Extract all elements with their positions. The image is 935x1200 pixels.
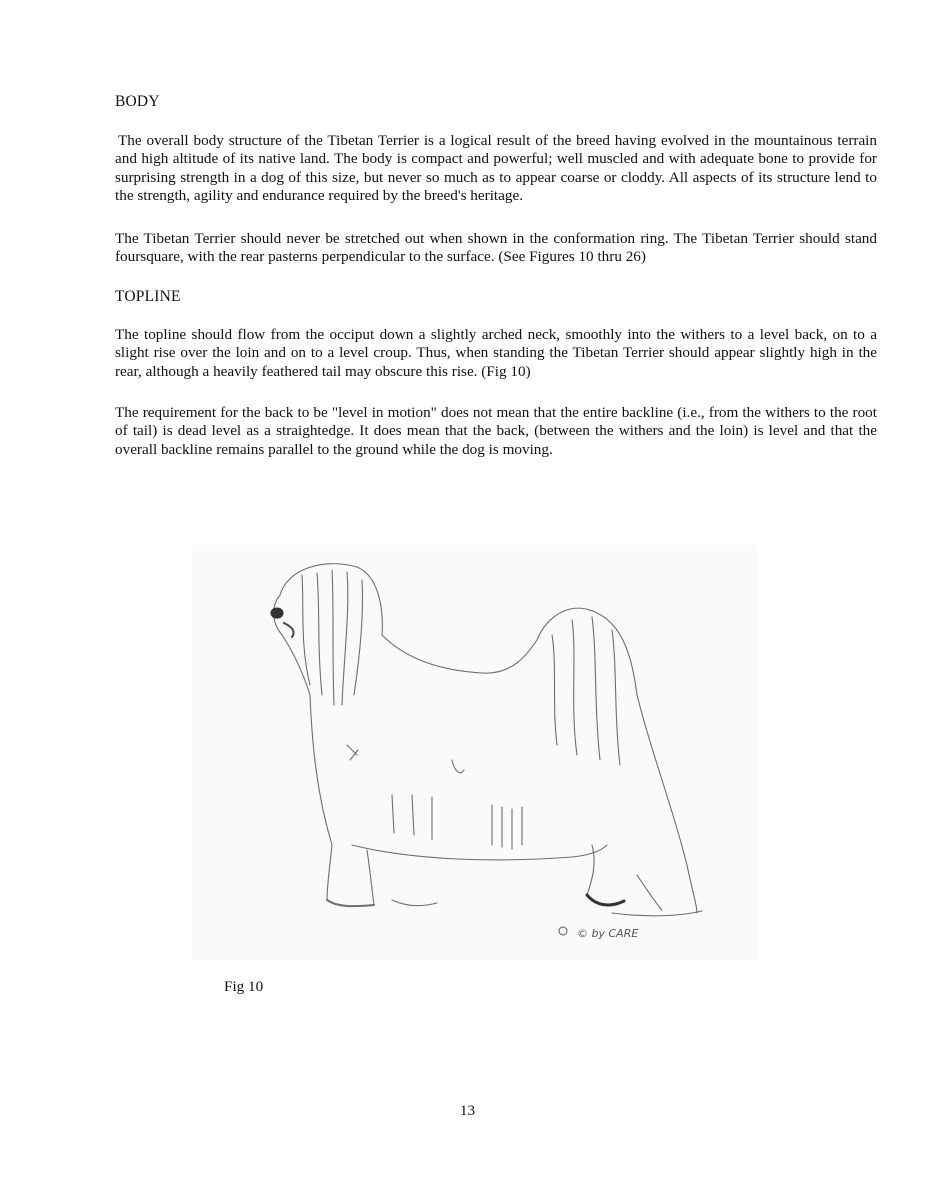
- copyright-mark-icon: [559, 927, 567, 935]
- body-paragraph-stance: The Tibetan Terrier should never be stretched out when shown in the conformation ring. The Tibetan Terrier should stand foursquare, with the rear pasterns perpendicular to the surface. (See Figures 10 thru 26): [115, 230, 877, 266]
- section-heading-topline: TOPLINE: [115, 288, 181, 305]
- page-number: 13: [459, 1102, 476, 1119]
- body-paragraph-structure: The overall body structure of the Tibetan Terrier is a logical result of the breed having evolved in the mountainous terrain and high altitude of its native land. The body is compact and powerful; well muscled and with adequate bone to provide for surprising strength in a dog of this size, but never so much as to appear coarse or cloddy. All aspects of its structure lend to the strength, agility and endurance required by the breed's heritage.: [115, 132, 877, 205]
- artist-signature: © by CARE: [577, 927, 639, 940]
- dog-sketch-illustration: [192, 545, 757, 960]
- section-heading-body: BODY: [115, 93, 160, 110]
- tibetan-terrier-sketch-figure: [192, 545, 757, 960]
- topline-paragraph-level-in-motion: The requirement for the back to be "level in motion" does not mean that the entire backline (i.e., from the withers to the root of tail) is dead level as a straightedge. It does mean that the back, (between the withers and the loin) is level and that the overall backline remains parallel to the ground while the dog is moving.: [115, 404, 877, 458]
- topline-paragraph-flow: The topline should flow from the occiput down a slightly arched neck, smoothly into the withers to a level back, on to a slight rise over the loin and on to a level croup. Thus, when standing the Tibetan Terrier should appear slightly high in the rear, although a heavily feathered tail may obscure this rise. (Fig 10): [115, 326, 877, 380]
- figure-caption: Fig 10: [224, 978, 264, 995]
